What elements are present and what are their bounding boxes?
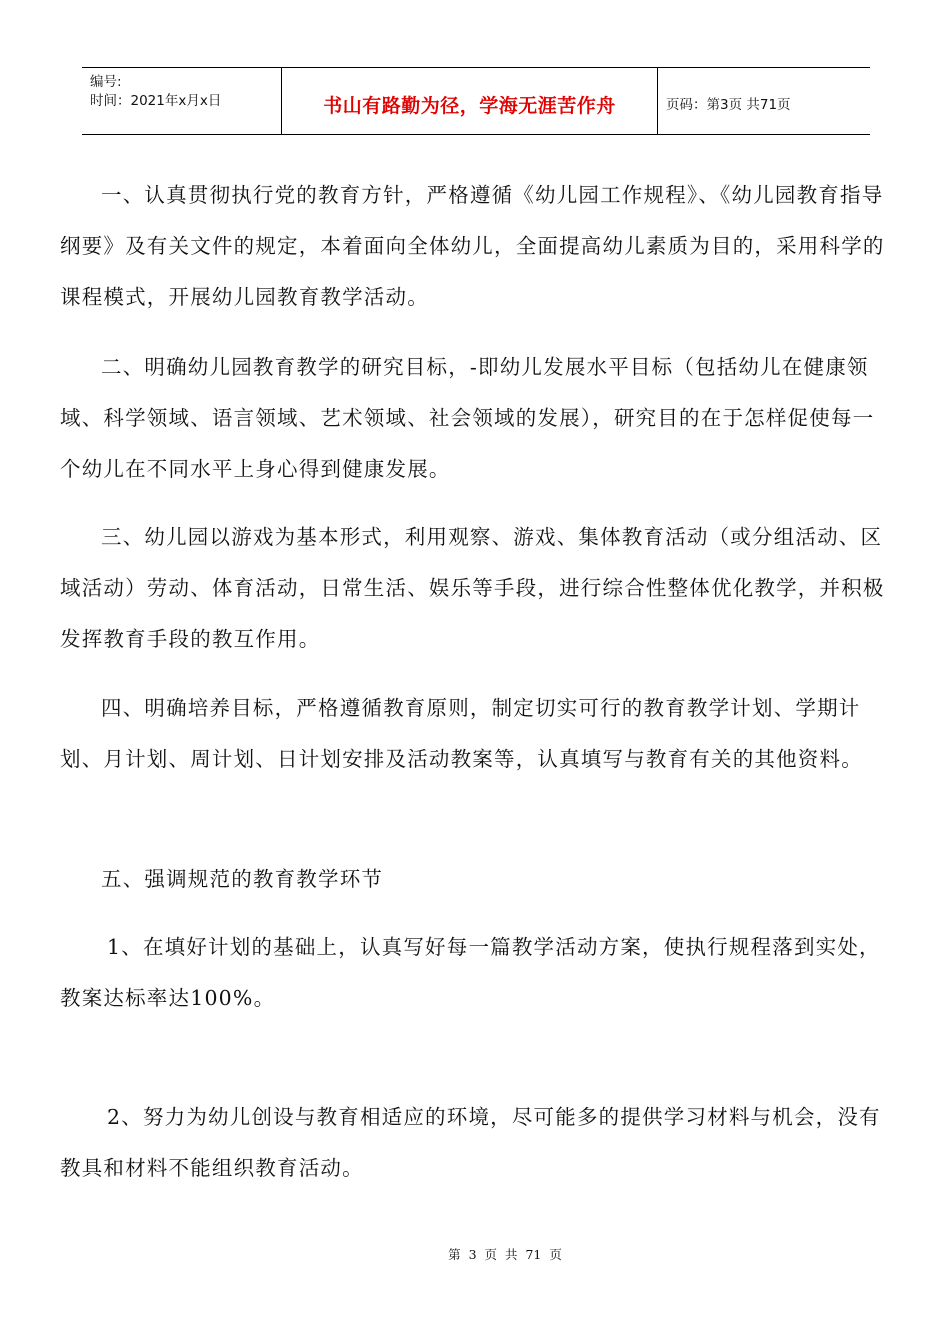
section-heading: 五、强调规范的教育教学环节 <box>101 867 384 891</box>
header-motto-cell <box>282 68 658 134</box>
header-page-cell <box>658 68 870 134</box>
paragraph: 一、认真贯彻执行党的教育方针，严格遵循《幼儿园工作规程》、《幼儿园教育指导纲要》及有关文件的规定，本着面向全体幼儿，全面提高幼儿素质为目的，采用科学的课程模式，开展幼儿园教育教学活动。 <box>60 183 885 309</box>
paragraph: 二、明确幼儿园教育教学的研究目标，-即幼儿发展水平目标（包括幼儿在健康领域、科学领域、语言领域、艺术领域、社会领域的发展），研究目的在于怎样促使每一个幼儿在不同水平上身心得到健康发展。 <box>60 355 875 481</box>
page-footer: 第 3 页 共 71 页 <box>448 1247 562 1262</box>
document-header <box>82 67 870 135</box>
paragraph: 1、在填好计划的基础上，认真写好每一篇教学活动方案，使执行规程落到实处，教案达标率达100%。 <box>60 935 881 1010</box>
paragraph: 三、幼儿园以游戏为基本形式，利用观察、游戏、集体教育活动（或分组活动、区域活动）劳动、体育活动，日常生活、娱乐等手段，进行综合性整体优化教学，并积极发挥教育手段的教互作用。 <box>60 525 885 651</box>
header-meta-cell <box>82 68 282 134</box>
paragraph: 2、努力为幼儿创设与教育相适应的环境，尽可能多的提供学习材料与机会，没有教具和材料不能组织教育活动。 <box>60 1105 881 1180</box>
header-page-info: 页码：第3页 共71页 <box>666 97 791 113</box>
document-date: 时间：2021年x月x日 <box>90 93 222 109</box>
header-motto: 书山有路勤为径，学海无涯苦作舟 <box>323 94 616 117</box>
document-number-label: 编号: <box>90 74 122 90</box>
paragraph: 四、明确培养目标，严格遵循教育原则，制定切实可行的教育教学计划、学期计划、月计划、周计划、日计划安排及活动教案等，认真填写与教育有关的其他资料。 <box>60 696 863 771</box>
